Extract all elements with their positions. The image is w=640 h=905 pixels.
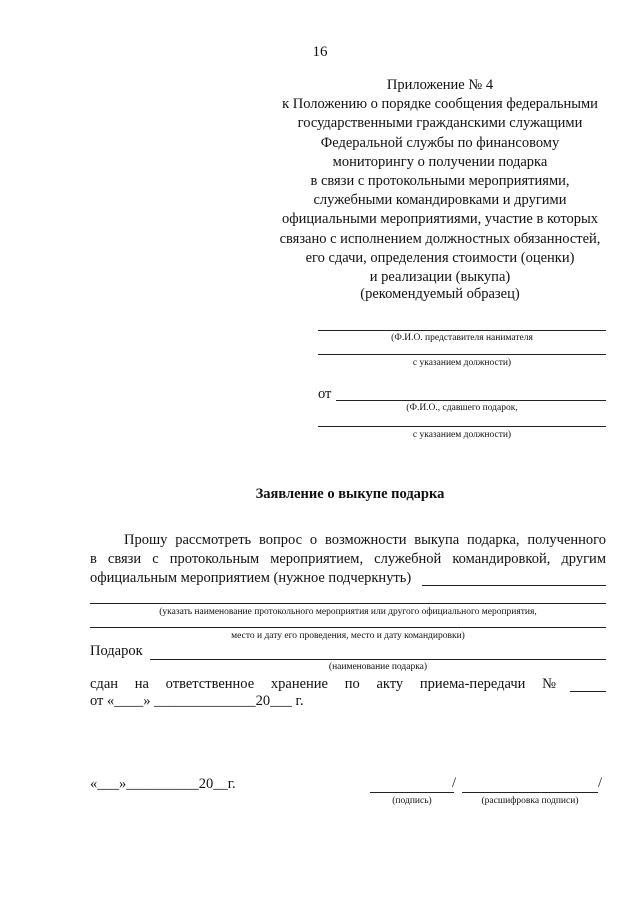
from-label: от — [318, 386, 332, 402]
body-line-2: в связи с протокольным мероприятием, служебной командировкой, другим — [90, 551, 606, 567]
slash-separator: / — [452, 775, 457, 791]
appendix-line: к Положению о порядке сообщения федеральными — [282, 96, 598, 113]
appendix-line: и реализации (выкупа) — [369, 269, 511, 286]
employer-caption: (Ф.И.О. представителя нанимателя — [391, 333, 533, 343]
signature-date: «___»__________20__г. — [90, 776, 236, 792]
appendix-line: связано с исполнением должностных обязанностей, — [279, 230, 601, 247]
appendix-line: мониторингу о получении подарка — [332, 153, 548, 170]
act-date: от «____» ______________20___ г. — [90, 693, 304, 709]
event-name-line[interactable] — [90, 603, 606, 604]
slash-separator-end: / — [598, 775, 603, 791]
sample-note: (рекомендуемый образец) — [360, 286, 520, 302]
submitter-position-line[interactable] — [318, 426, 606, 427]
body-line-1: Прошу рассмотреть вопрос о возможности выкупа подарка, полученного — [124, 532, 606, 548]
event-place-line[interactable] — [90, 627, 606, 628]
signature-decode-line[interactable] — [462, 792, 598, 793]
act-number-line[interactable] — [570, 691, 606, 692]
gift-name-line[interactable] — [150, 659, 606, 660]
employer-position-caption: с указанием должности) — [412, 358, 512, 368]
submitter-caption: (Ф.И.О., сдавшего подарок, — [406, 403, 518, 413]
employer-position-line[interactable] — [318, 354, 606, 355]
document-title: Заявление о выкупе подарка — [255, 486, 445, 502]
appendix-line: его сдачи, определения стоимости (оценки) — [305, 249, 575, 266]
appendix-line: Федеральной службы по финансовому — [320, 134, 560, 151]
event-caption: (указать наименование протокольного мероприятия или другого официального мероприятия, — [159, 607, 537, 617]
employer-field-line[interactable] — [318, 330, 606, 331]
appendix-line: государственными гражданскими служащими — [297, 115, 583, 132]
gift-caption: (наименование подарка) — [328, 662, 428, 672]
event-choice-line[interactable] — [422, 585, 606, 586]
signature-line[interactable] — [370, 792, 454, 793]
body-line-3: официальным мероприятием (нужное подчеркнуть) — [90, 570, 412, 586]
page-number: 16 — [312, 44, 328, 60]
appendix-line: служебными командировками и другими — [313, 192, 567, 209]
gift-label: Подарок — [90, 643, 143, 659]
signature-caption: (подпись) — [392, 796, 432, 806]
handover-line: сдан на ответственное хранение по акту приема-передачи № — [90, 676, 556, 692]
submitter-field-line[interactable] — [336, 400, 606, 401]
appendix-header — [250, 76, 630, 287]
appendix-line: официальными мероприятиями, участие в которых — [282, 211, 598, 228]
submitter-position-caption: с указанием должности) — [412, 430, 512, 440]
decode-caption: (расшифровка подписи) — [481, 796, 579, 806]
appendix-line: в связи с протокольными мероприятиями, — [310, 173, 570, 190]
place-caption: место и дату его проведения, место и дату командировки) — [231, 631, 465, 641]
appendix-line: Приложение № 4 — [386, 77, 494, 93]
